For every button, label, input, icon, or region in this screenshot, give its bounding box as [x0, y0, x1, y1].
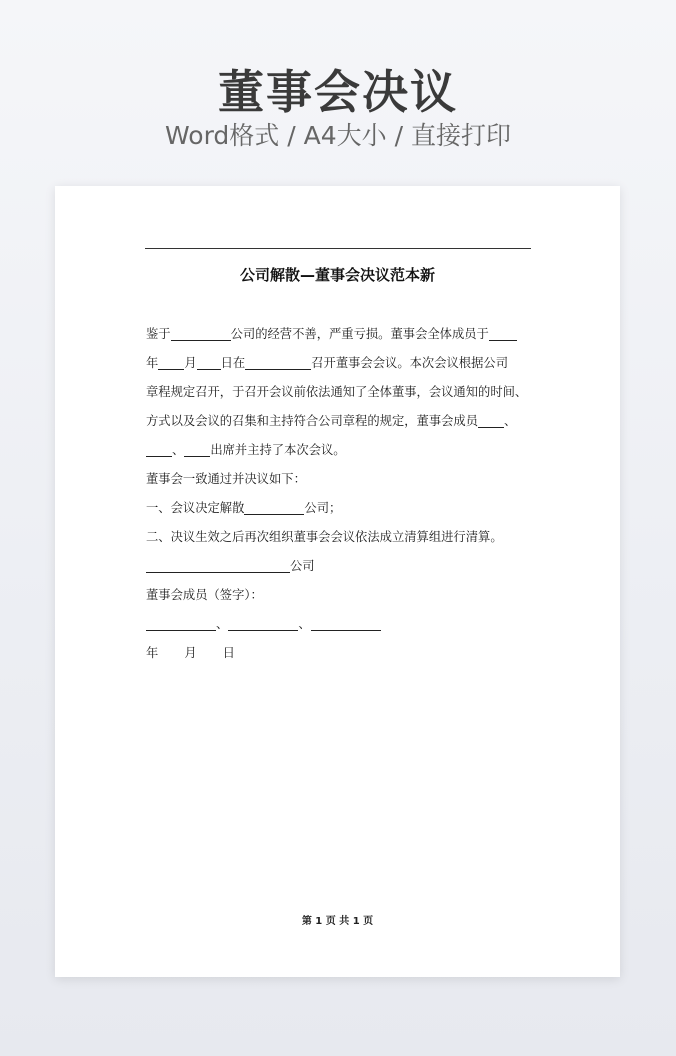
document-body: [146, 320, 531, 668]
text-run: 召开董事会会议。本次会议根据公司: [311, 356, 508, 370]
fill-blank: [244, 499, 304, 515]
fill-blank: [146, 557, 290, 573]
date-month: 月: [184, 646, 197, 660]
header-rule: [145, 248, 531, 249]
text-run: 鉴于: [146, 327, 171, 341]
text-run: 年: [146, 356, 159, 370]
fill-blank: [197, 354, 221, 370]
text-run: 、: [298, 617, 311, 631]
fill-blank: [245, 354, 311, 370]
page-header-subtitle: Word格式 / A4大小 / 直接打印: [165, 121, 511, 150]
signature-blank: [311, 615, 381, 631]
resolution-item-1: [146, 494, 531, 523]
date-line: [146, 639, 531, 668]
fill-blank: [171, 325, 231, 341]
resolution-intro: 董事会一致通过并决议如下：: [146, 472, 306, 486]
text-run: 方式以及会议的召集和主持符合公司章程的规定，董事会成员: [146, 414, 479, 428]
fill-blank: [158, 354, 184, 370]
text-run: 出席并主持了本次会议。: [210, 443, 346, 457]
page-number: 第 1 页 共 1 页: [301, 916, 374, 927]
fill-blank: [478, 412, 504, 428]
text-run: 一、会议决定解散: [146, 501, 245, 515]
paragraph-line: 章程规定召开，于召开会议前依法通知了全体董事，会议通知的时间、: [146, 385, 528, 399]
company-name-line: [146, 552, 531, 581]
signature-blank: [146, 615, 216, 631]
text-run: 公司的经营不善，严重亏损。董事会全体成员于: [230, 327, 489, 341]
fill-blank: [146, 441, 172, 457]
text-run: 、: [504, 414, 517, 428]
text-run: 公司: [290, 559, 315, 573]
date-day: 日: [222, 646, 235, 660]
paragraph-line: [146, 407, 531, 436]
signature-blank: [228, 615, 298, 631]
paragraph-line: [146, 349, 531, 378]
date-year: 年: [146, 646, 159, 660]
text-run: 、: [172, 443, 185, 457]
paragraph-line: [146, 436, 531, 465]
signature-line: [146, 610, 531, 639]
signature-label: 董事会成员（签字）：: [146, 588, 263, 602]
text-run: 月: [184, 356, 197, 370]
fill-blank: [489, 325, 517, 341]
document-title: 公司解散—董事会决议范本新: [239, 266, 435, 284]
fill-blank: [184, 441, 210, 457]
text-run: 公司；: [304, 501, 342, 515]
text-run: 、: [216, 617, 229, 631]
paragraph-line: [146, 320, 531, 349]
document-page: [55, 186, 620, 977]
text-run: 日在: [220, 356, 246, 370]
page-header-title: 董事会决议: [218, 65, 458, 119]
resolution-item-2: 二、决议生效之后再次组织董事会会议依法成立清算组进行清算。: [146, 530, 503, 544]
